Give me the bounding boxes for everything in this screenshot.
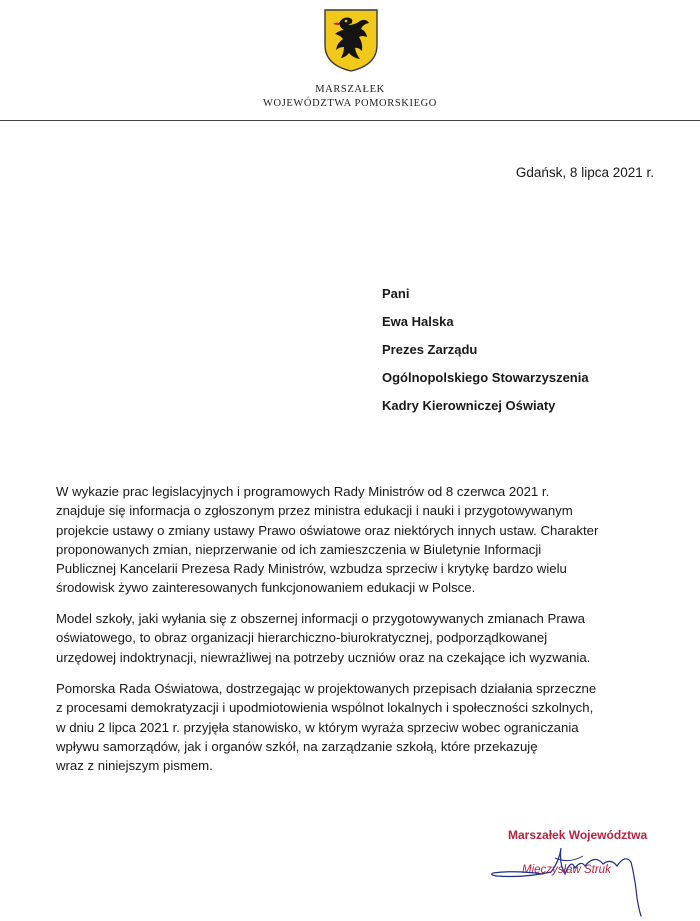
text-line: projekcie ustawy o zmiany ustawy Prawo oświatowe oraz niektórych innych ustaw. Charakter bbox=[56, 522, 599, 538]
paragraph-1 bbox=[56, 482, 656, 598]
addressee-line: Prezes Zarządu bbox=[382, 342, 478, 357]
griffin-coat-of-arms-icon bbox=[322, 7, 380, 73]
text-line: w dniu 2 lipca 2021 r. przyjęła stanowisko, w którym wyraża sprzeciw wobec ograniczania bbox=[56, 719, 579, 735]
letter-date: Gdańsk, 8 lipca 2021 r. bbox=[515, 165, 654, 180]
text-line: Publicznej Kancelarii Prezesa Rady Ministrów, wzbudza sprzeciw i krytykę bardzo wielu bbox=[56, 561, 567, 577]
text-line: wraz z niniejszym pismem. bbox=[56, 758, 213, 774]
text-line: oświatowego, to obraz organizacji hierarchiczno-biurokratycznej, podporządkowanej bbox=[56, 630, 548, 646]
text-line: z procesami demokratyzacji i upodmiotowienia wspólnot lokalnych i społeczności szkolnych, bbox=[56, 700, 594, 716]
text-line: urzędowej indoktrynacji, niewrażliwej na potrzeby uczniów oraz na czekające ich wyzwania. bbox=[56, 649, 591, 665]
paragraph-2 bbox=[56, 609, 656, 667]
text-line: środowisk żywo zainteresowanych funkcjonowaniem edukacji w Polsce. bbox=[56, 580, 476, 596]
addressee-line: Ewa Halska bbox=[382, 314, 454, 329]
text-line: Pomorska Rada Oświatowa, dostrzegając w projektowanych przepisach działania sprzeczne bbox=[56, 681, 597, 696]
org-title-line2: WOJEWÓDZTWA POMORSKIEGO bbox=[263, 98, 437, 109]
text-line: znajduje się informacja o zgłoszonym przez ministra edukacji i nauki i przygotowywanym bbox=[56, 503, 573, 519]
signature-stamp-name: Mieczysław Struk bbox=[522, 864, 611, 876]
text-line: proponowanych zmian, nieprzerwanie od ich zamieszczenia w Biuletynie Informacji bbox=[56, 541, 542, 557]
org-title-line1: MARSZAŁEK bbox=[315, 84, 385, 95]
header-divider bbox=[0, 120, 700, 121]
text-line: W wykazie prac legislacyjnych i programowych Rady Ministrów od 8 czerwca 2021 r. bbox=[56, 484, 550, 499]
text-line: wpływu samorządów, jak i organów szkół, na zarządzanie szkołą, które przekazuję bbox=[56, 738, 538, 754]
addressee-line: Pani bbox=[382, 286, 410, 301]
handwritten-signature bbox=[485, 818, 655, 918]
paragraph-3 bbox=[56, 679, 656, 775]
addressee-line: Kadry Kierowniczej Oświaty bbox=[382, 398, 556, 413]
addressee-line: Ogólnopolskiego Stowarzyszenia bbox=[382, 370, 589, 385]
signature-stamp-title: Marszałek Województwa bbox=[508, 828, 648, 842]
text-line: Model szkoły, jaki wyłania się z obszernej informacji o przygotowywanych zmianach Prawa bbox=[56, 611, 585, 626]
